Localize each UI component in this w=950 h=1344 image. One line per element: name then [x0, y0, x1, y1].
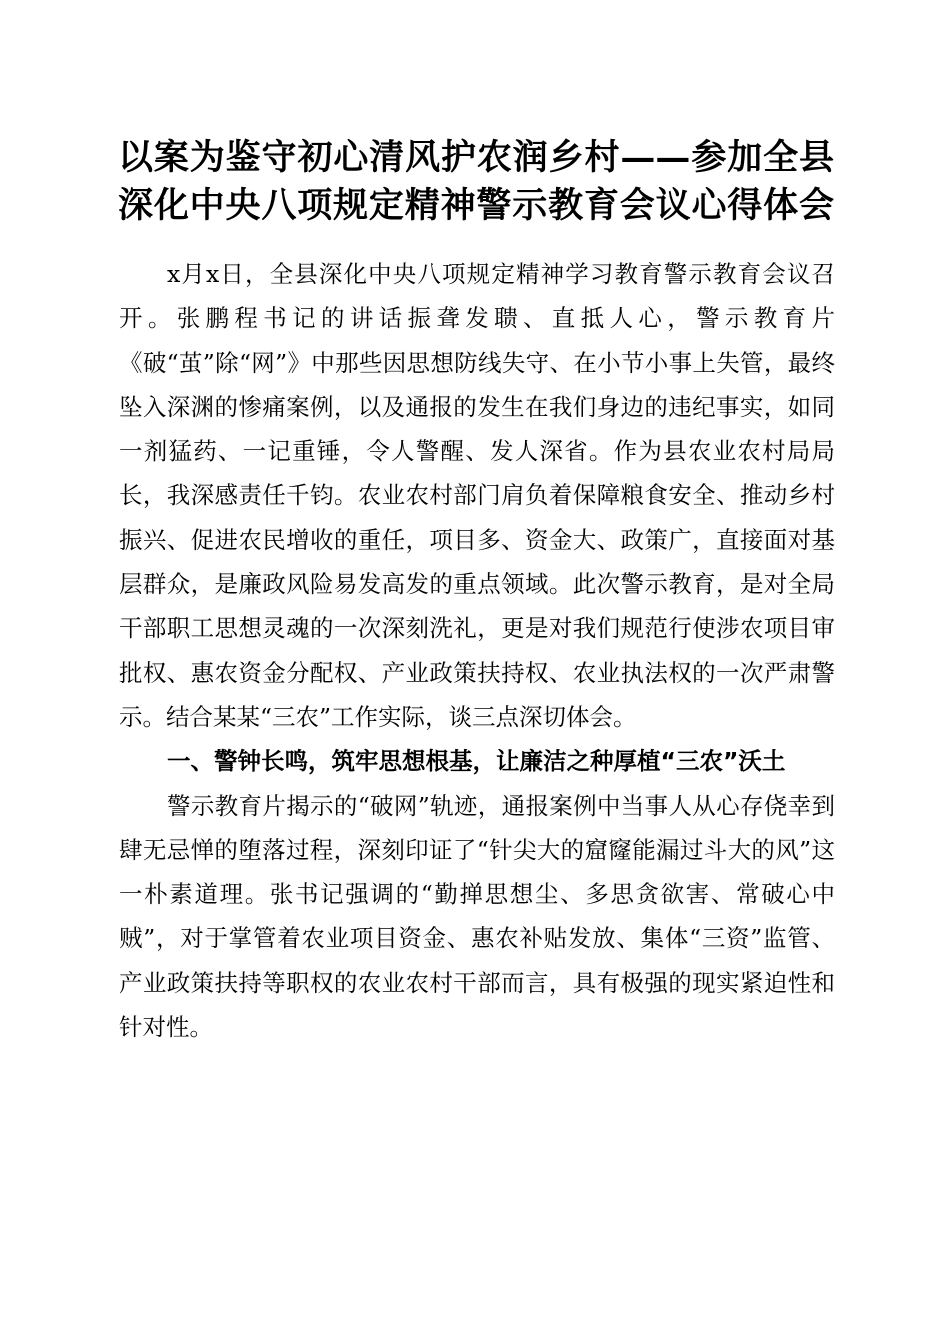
body-paragraph: 警示教育片揭示的“破网”轨迹，通报案例中当事人从心存侥幸到肆无忌惮的堕落过程，深刻印证了“针尖大的窟窿能漏过斗大的风”这一朴素道理。张书记强调的“勤掸思想尘、多思贪欲害、常破心中贼”，对于掌管着农业项目资金、惠农补贴发放、集体“三资”监管、产业政策扶持等职权的农业农村干部而言，具有极强的现实紧迫性和针对性。 [119, 791, 835, 1042]
document-title [118, 134, 834, 230]
body-paragraph: x月x日，全县深化中央八项规定精神学习教育警示教育会议召开。张鹏程书记的讲话振聋发聩、直抵人心，警示教育片《破“茧”除“网”》中那些因思想防线失守、在小节小事上失管，最终坠入深渊的惨痛案例，以及通报的发生在我们身边的违纪事实，如同一剂猛药、一记重锤，令人警醒、发人深省。作为县农业农村局局长，我深感责任千钧。农业农村部门肩负着保障粮食安全、推动乡村振兴、促进农民增收的重任，项目多、资金大、政策广，直接面对基层群众，是廉政风险易发高发的重点领域。此次警示教育，是对全局干部职工思想灵魂的一次深刻洗礼，更是对我们规范行使涉农项目审批权、惠农资金分配权、产业政策扶持权、农业执法权的一次严肃警示。结合某某“三农”工作实际，谈三点深切体会。 [119, 260, 835, 731]
title-line-1: 以案为鉴守初心清风护农润乡村——参加全县 [118, 137, 834, 178]
title-line-2: 深化中央八项规定精神警示教育会议心得体会 [118, 185, 834, 226]
document-body [119, 252, 835, 1049]
section-heading: 一、警钟长鸣，筑牢思想根基，让廉洁之种厚植“三农”沃土 [167, 747, 786, 776]
